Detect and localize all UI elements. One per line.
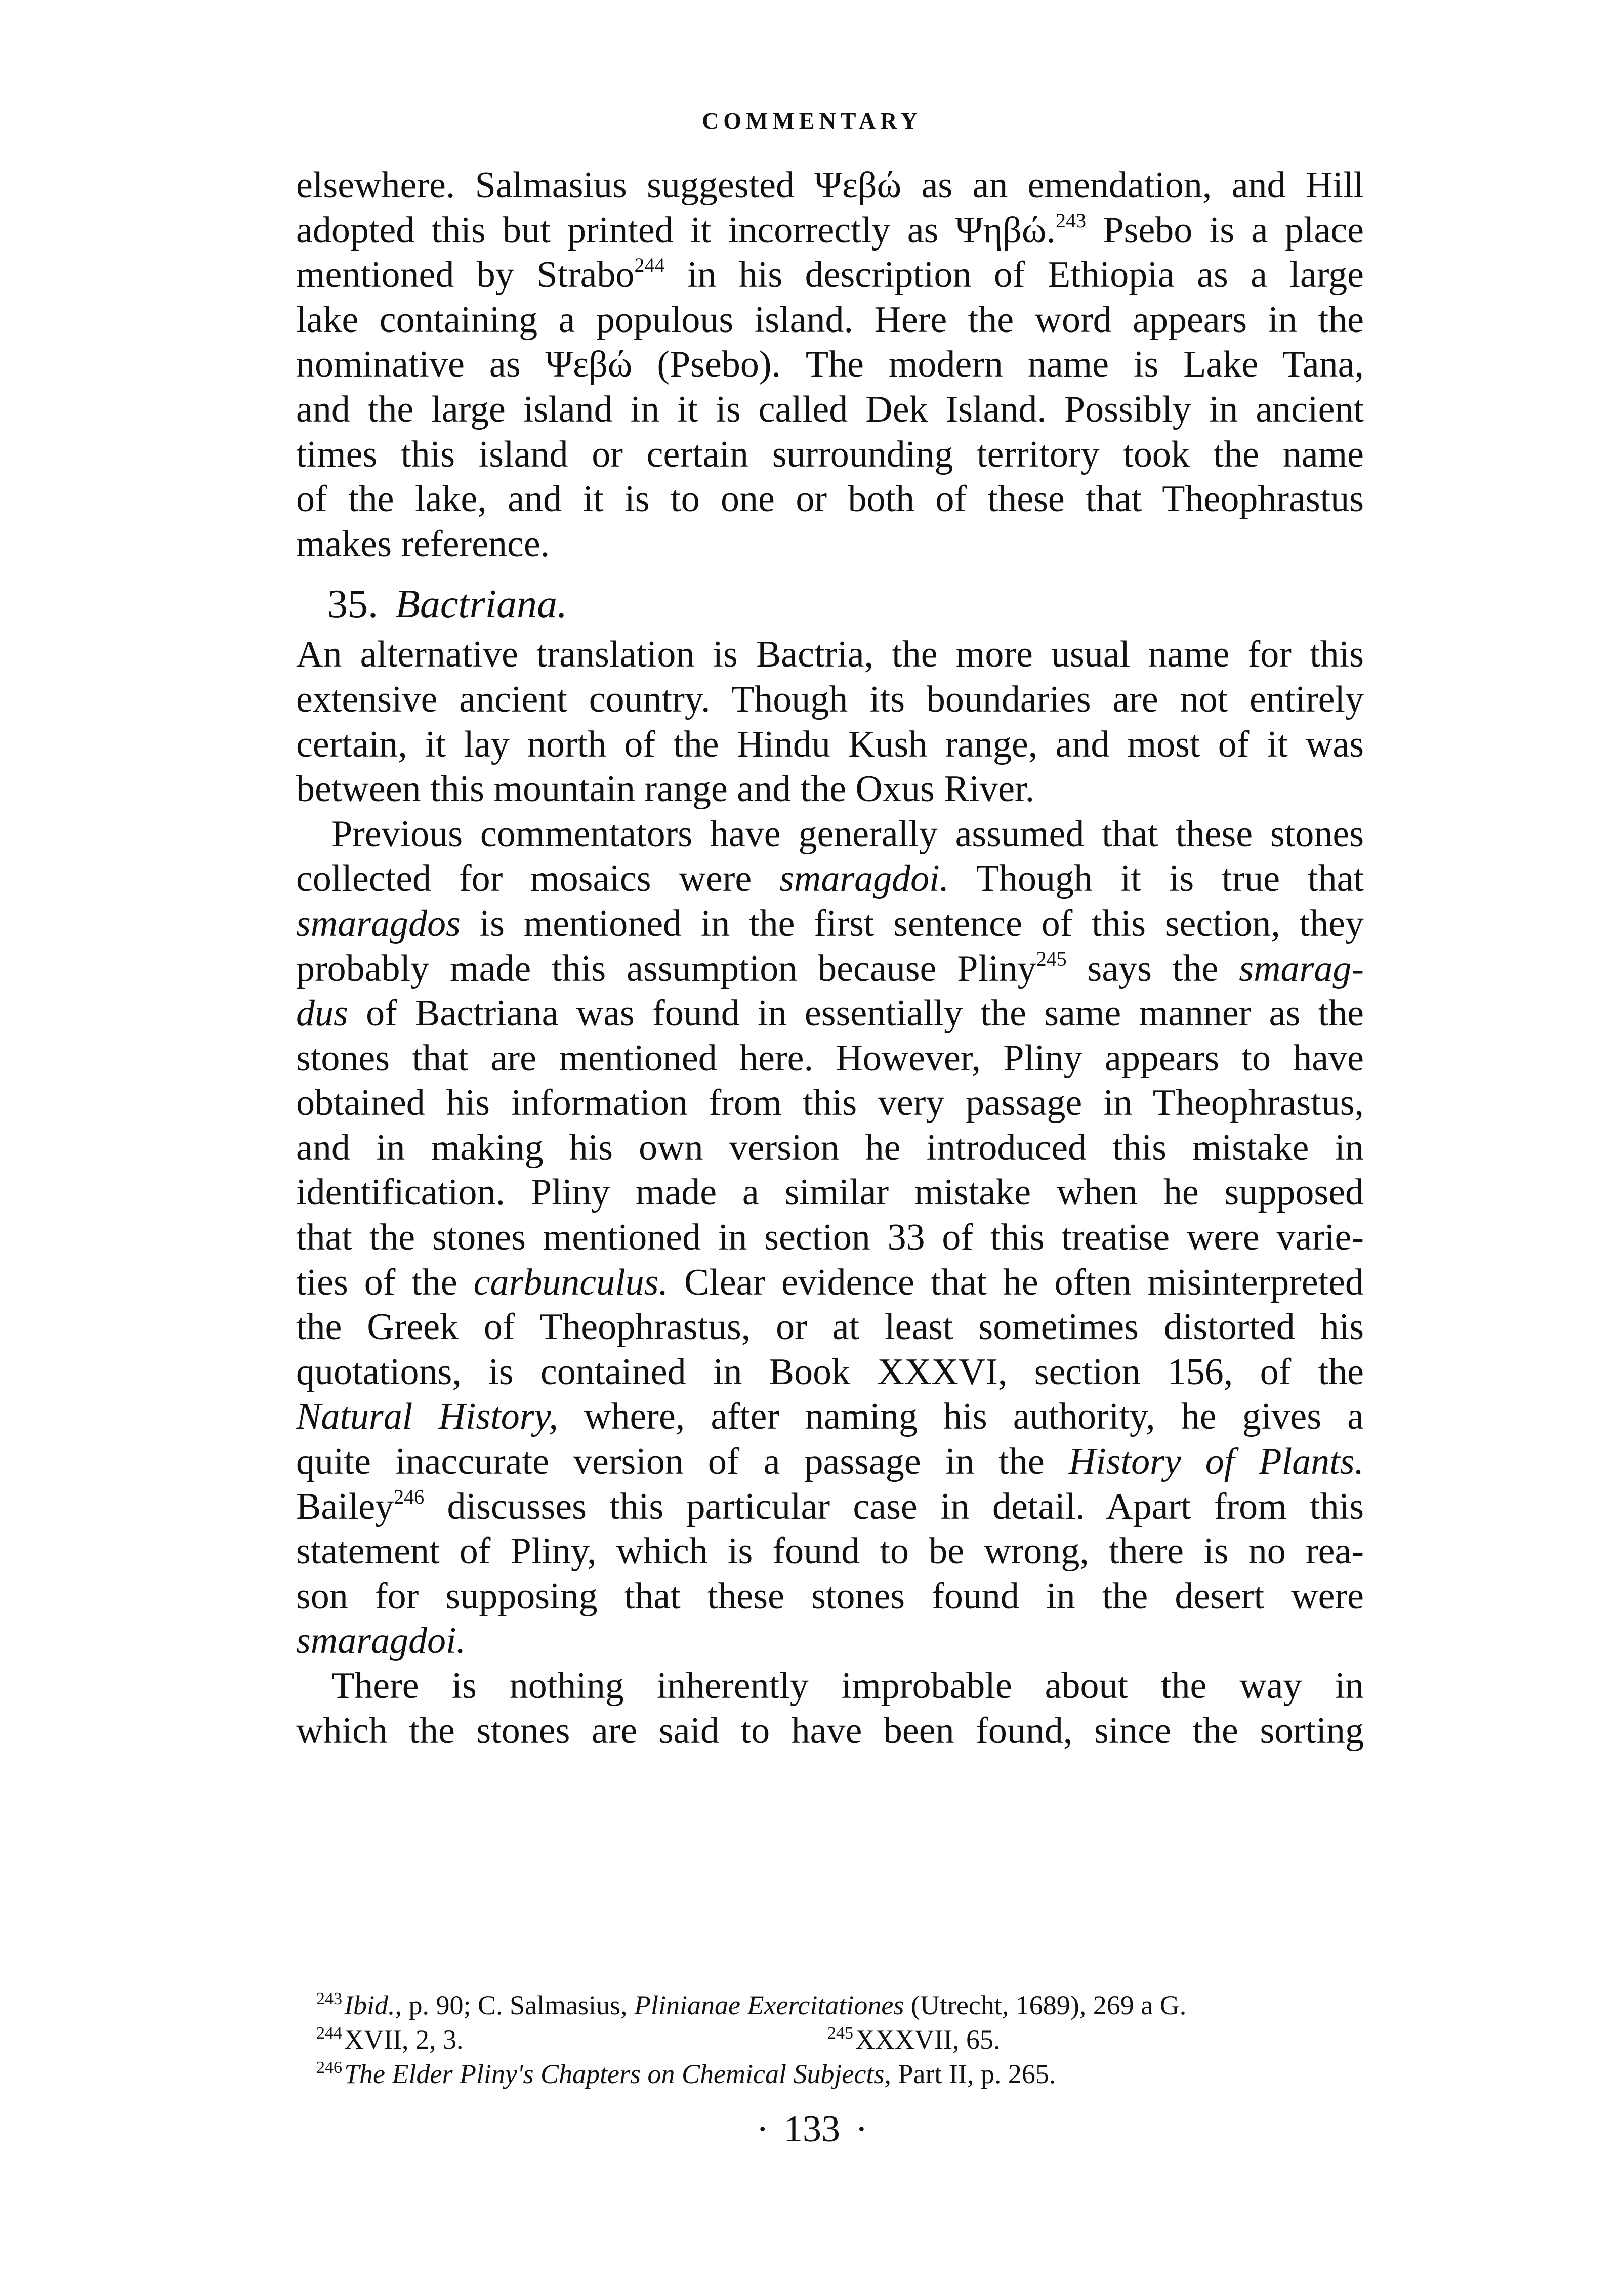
footnote-ref: 244	[634, 254, 665, 277]
text-line: probably made this assumption because Pliny$^{245}$ says the smarag-	[296, 947, 1364, 989]
text-line: quite inaccurate version of a passage in the History of Plants.	[296, 1441, 1364, 1483]
text-line: and the large island in it is called Dek Island. Possibly in ancient	[296, 388, 1364, 430]
text-line: mentioned by Strabo$^{244}$ in his description of Ethiopia as a large	[296, 254, 1364, 296]
text-line: Natural History, where, after naming his authority, he gives a	[296, 1396, 1364, 1438]
footnote-244: $^{244}$XVII, 2, 3.	[316, 2024, 464, 2055]
text-line: smaragdos is mentioned in the first sentence of this section, they	[296, 902, 1364, 944]
text-line: that the stones mentioned in section 33 of this treatise were varie-	[296, 1217, 1364, 1259]
text-line: collected for mosaics were smaragdoi. Though it is true that	[296, 858, 1364, 900]
text-line: smaragdoi.	[296, 1620, 466, 1662]
footnote-246: $^{246}$The Elder Pliny's Chapters on Chemical Subjects, Part II, p. 265.	[316, 2058, 1056, 2089]
text-line: ties of the carbunculus. Clear evidence that he often misinterpreted	[296, 1261, 1364, 1303]
main-text	[296, 163, 1364, 1753]
text-line: son for supposing that these stones found in the desert were	[296, 1575, 1364, 1617]
text-line: statement of Pliny, which is found to be wrong, there is no rea-	[296, 1530, 1364, 1572]
text-line: the Greek of Theophrastus, or at least sometimes distorted his	[296, 1306, 1364, 1348]
text-line: Previous commentators have generally assumed that these stones	[331, 813, 1364, 855]
text-line: dus of Bactriana was found in essentially the same manner as the	[296, 992, 1364, 1034]
footnote-ref: 245	[1036, 947, 1067, 970]
footnote-ref: 243	[1056, 209, 1087, 232]
section-heading	[296, 566, 1364, 632]
text-line: obtained his information from this very passage in Theophrastus,	[296, 1082, 1364, 1124]
footnote-ref: 246	[394, 1485, 425, 1508]
text-line: extensive ancient country. Though its boundaries are not entirely	[296, 678, 1364, 720]
text-line: stones that are mentioned here. However, Pliny appears to have	[296, 1037, 1364, 1079]
page-number: · 133 ·	[756, 2108, 868, 2150]
text-line: certain, it lay north of the Hindu Kush range, and most of it was	[296, 723, 1364, 765]
text-line: identification. Pliny made a similar mistake when he supposed	[296, 1172, 1364, 1214]
text-line: nominative as Ψεβώ (Psebo). The modern name is Lake Tana,	[296, 344, 1364, 386]
text-line: There is nothing inherently improbable about the way in	[331, 1665, 1364, 1707]
text-line: makes reference.	[296, 523, 550, 565]
text-line: quotations, is contained in Book XXXVI, section 156, of the	[296, 1351, 1364, 1393]
text-line: lake containing a populous island. Here the word appears in the	[296, 299, 1364, 341]
text-line: of the lake, and it is to one or both of these that Theophrastus	[296, 478, 1364, 520]
text-line: An alternative translation is Bactria, the more usual name for this	[296, 634, 1364, 676]
text-line: Bailey$^{246}$ discusses this particular case in detail. Apart from this	[296, 1485, 1364, 1527]
text-line: between this mountain range and the Oxus River.	[296, 768, 1035, 810]
text-line: times this island or certain surrounding territory took the name	[296, 433, 1364, 475]
text-line: which the stones are said to have been found, since the sorting	[296, 1710, 1364, 1752]
section-number: 35.	[327, 582, 378, 627]
running-head: COMMENTARY	[701, 108, 923, 134]
footnotes	[316, 1988, 1384, 2091]
text-line: adopted this but printed it incorrectly as Ψηβώ.$^{243}$ Psebo is a place	[296, 209, 1364, 251]
footnote-243: $^{243}$Ibid., p. 90; C. Salmasius, Plinianae Exercitationes (Utrecht, 1689), 269 a G.	[316, 1989, 1187, 2020]
section-title: Bactriana.	[395, 582, 567, 627]
footnote-row-244-245	[316, 2022, 1384, 2057]
text-line: elsewhere. Salmasius suggested Ψεβώ as an emendation, and Hill	[296, 164, 1364, 206]
text-line: and in making his own version he introduced this mistake in	[296, 1127, 1364, 1169]
footnote-245: $^{245}$XXXVII, 65.	[827, 2024, 1001, 2055]
